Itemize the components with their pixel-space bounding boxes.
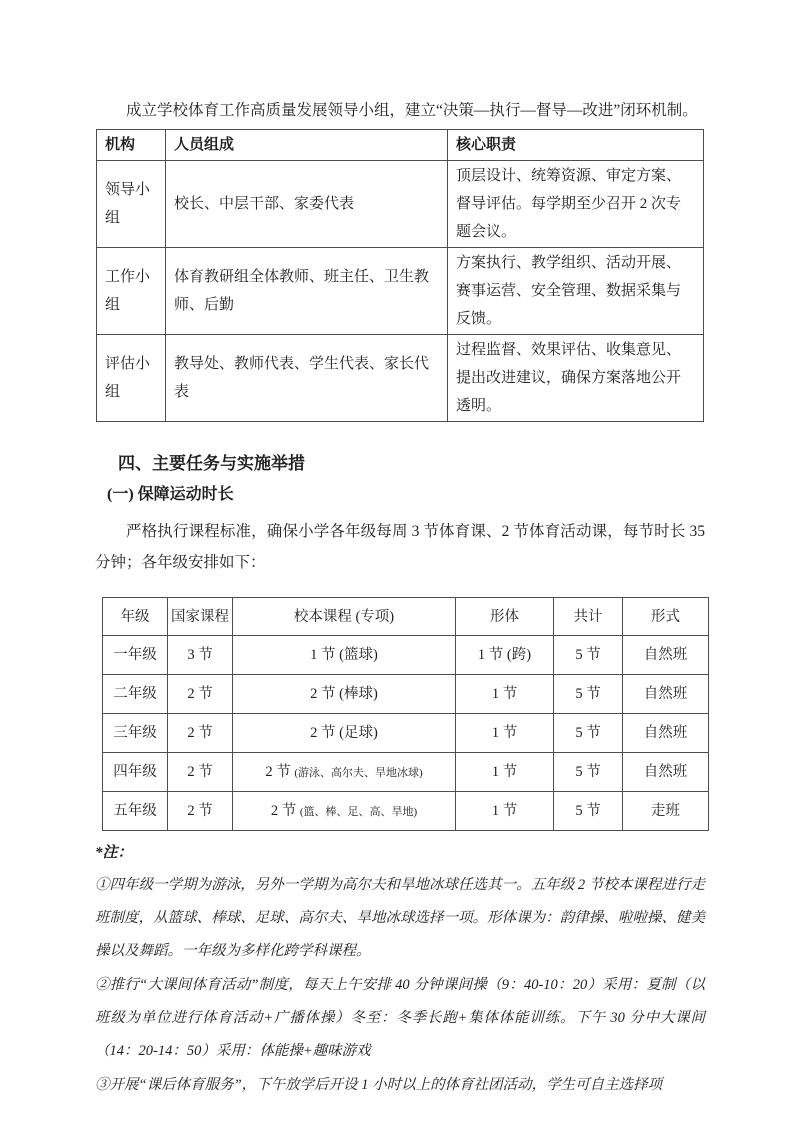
cell-total: 5 节 [554, 753, 623, 792]
notes-section [95, 838, 705, 1102]
cell-grade: 五年级 [103, 792, 168, 831]
note-item-1: ①四年级一学期为游泳，另外一学期为高尔夫和旱地冰球任选其一。五年级 2 节校本课程进行走班制度，从篮球、棒球、足球、高尔夫、旱地冰球选择一项。形体课为：韵律操、啦啦操、健美操以及舞蹈。一年级为多样化跨学科课程。 [95, 877, 705, 959]
cell-school-main: 2 节 (足球) [310, 724, 378, 741]
schedule-header-mode: 形式 [623, 598, 709, 636]
cell-body: 1 节 [456, 714, 554, 753]
intro-paragraph: 成立学校体育工作高质量发展领导小组，建立“决策—执行—督导—改进”闭环机制。 [126, 102, 698, 119]
schedule-row-grade4 [103, 753, 709, 792]
org-cell-members: 校长、中层干部、家委代表 [166, 161, 448, 248]
org-table-header-members: 人员组成 [166, 130, 448, 161]
org-table-header-org: 机构 [97, 130, 166, 161]
org-cell-duties: 方案执行、教学组织、活动开展、赛事运营、安全管理、数据采集与反馈。 [448, 248, 704, 335]
org-cell-name: 评估小组 [97, 335, 166, 422]
cell-mode: 自然班 [623, 714, 709, 753]
org-table [96, 129, 704, 422]
cell-national: 2 节 [168, 675, 233, 714]
cell-national: 3 节 [168, 636, 233, 675]
cell-mode: 自然班 [623, 753, 709, 792]
org-cell-name: 领导小组 [97, 161, 166, 248]
cell-school-main: 2 节 (棒球) [310, 685, 378, 702]
schedule-header-school: 校本课程 (专项) [233, 598, 456, 636]
cell-school [233, 753, 456, 792]
schedule-header-grade: 年级 [103, 598, 168, 636]
cell-mode: 自然班 [623, 675, 709, 714]
cell-body: 1 节 [456, 753, 554, 792]
schedule-row-grade1 [103, 636, 709, 675]
cell-total: 5 节 [554, 714, 623, 753]
cell-grade: 四年级 [103, 753, 168, 792]
schedule-header-national: 国家课程 [168, 598, 233, 636]
subsection-heading: (一) 保障运动时长 [107, 486, 234, 503]
cell-national: 2 节 [168, 753, 233, 792]
cell-grade: 三年级 [103, 714, 168, 753]
org-cell-duties: 过程监督、效果评估、收集意见、提出改进建议，确保方案落地公开透明。 [448, 335, 704, 422]
cell-total: 5 节 [554, 792, 623, 831]
cell-grade: 二年级 [103, 675, 168, 714]
cell-school-detail: (游泳、高尔夫、旱地冰球) [294, 766, 423, 779]
org-table-row-working [97, 248, 704, 335]
schedule-row-grade5 [103, 792, 709, 831]
schedule-table-header-row [103, 598, 709, 636]
cell-mode: 走班 [623, 792, 709, 831]
org-table-header-duties: 核心职责 [448, 130, 704, 161]
cell-body: 1 节 [456, 675, 554, 714]
schedule-row-grade2 [103, 675, 709, 714]
note-item-2: ②推行“大课间体育活动”制度，每天上午安排 40 分钟课间操（9：40-10：20）采用：夏制（以班级为单位进行体育活动+广播体操）冬至：冬季长跑+集体体能训练。下午 30 分中大课间（14：20-14：50）采用：体能操+趣味游戏 [95, 977, 705, 1059]
cell-school-main: 2 节 [265, 763, 295, 780]
org-table-row-evaluation [97, 335, 704, 422]
schedule-header-total: 共计 [554, 598, 623, 636]
cell-mode: 自然班 [623, 636, 709, 675]
org-cell-name: 工作小组 [97, 248, 166, 335]
schedule-header-body: 形体 [456, 598, 554, 636]
org-cell-members: 体育教研组全体教师、班主任、卫生教师、后勤 [166, 248, 448, 335]
org-table-row-leadership [97, 161, 704, 248]
cell-total: 5 节 [554, 636, 623, 675]
schedule-table [102, 597, 709, 831]
cell-body: 1 节 (跨) [456, 636, 554, 675]
cell-school [233, 714, 456, 753]
org-cell-duties: 顶层设计、统筹资源、审定方案、督导评估。每学期至少召开 2 次专题会议。 [448, 161, 704, 248]
section-heading: 四、主要任务与实施举措 [118, 454, 305, 473]
org-cell-members: 教导处、教师代表、学生代表、家长代表 [166, 335, 448, 422]
cell-school-detail: (篮、棒、足、高、旱地) [299, 805, 418, 818]
schedule-paragraph: 严格执行课程标准，确保小学各年级每周 3 节体育课、2 节体育活动课，每节时长 35 分钟；各年级安排如下： [95, 523, 705, 571]
schedule-row-grade3 [103, 714, 709, 753]
cell-school-main: 1 节 (篮球) [310, 646, 378, 663]
cell-school-main: 2 节 [270, 802, 300, 819]
org-table-header-row [97, 130, 704, 161]
cell-school [233, 792, 456, 831]
notes-label: *注： [95, 845, 133, 861]
cell-body: 1 节 [456, 792, 554, 831]
cell-school [233, 675, 456, 714]
cell-national: 2 节 [168, 714, 233, 753]
cell-school [233, 636, 456, 675]
cell-grade: 一年级 [103, 636, 168, 675]
cell-total: 5 节 [554, 675, 623, 714]
cell-national: 2 节 [168, 792, 233, 831]
note-item-3: ③开展“课后体育服务”，下午放学后开设 1 小时以上的体育社团活动，学生可自主选择项 [95, 1077, 663, 1093]
